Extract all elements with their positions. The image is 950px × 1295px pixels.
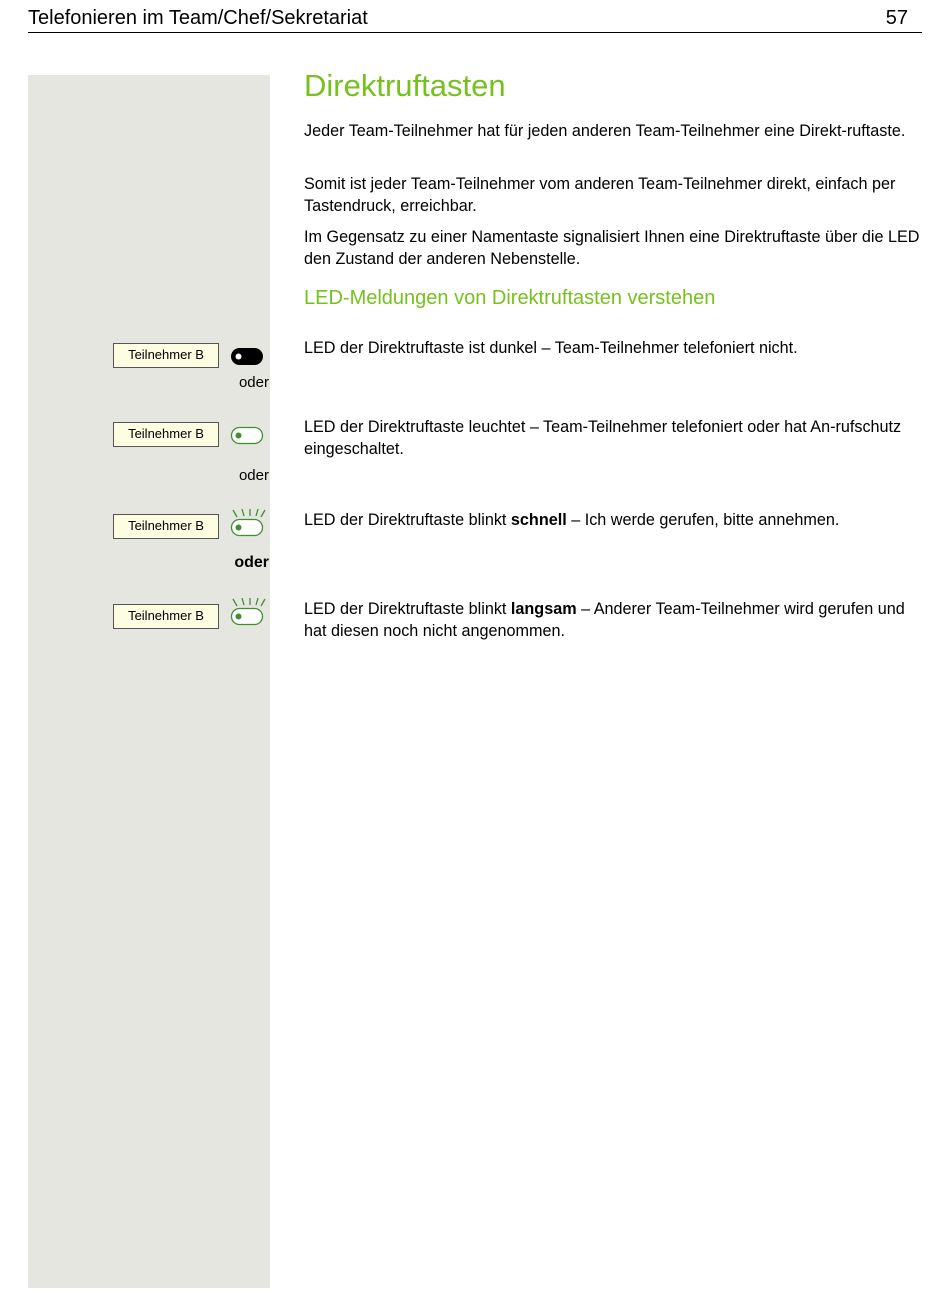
page-header (28, 6, 922, 33)
text-part: – Ich werde gerufen, bitte annehmen. (566, 511, 840, 529)
led-blink-fast-icon (229, 508, 267, 540)
led-on-icon (229, 424, 267, 448)
key-teilnehmer-b: Teilnehmer B (113, 604, 219, 629)
paragraph-2: Somit ist jeder Team-Teilnehmer vom anderen Team-Teilnehmer direkt, einfach per Tastendruck, erreichbar. (304, 175, 896, 215)
separator-oder: oder (238, 374, 269, 391)
led-blink-slow-icon (229, 597, 267, 629)
led-state-description: LED der Direktruftaste leuchtet – Team-Teilnehmer telefoniert oder hat An-rufschutz eingeschaltet. (304, 418, 902, 458)
separator-oder: oder (238, 467, 269, 484)
chapter-title: Telefonieren im Team/Chef/Sekretariat (28, 7, 368, 29)
led-state-description: LED der Direktruftaste ist dunkel – Team-Teilnehmer telefoniert nicht. (304, 339, 798, 357)
paragraph-1: Jeder Team-Teilnehmer hat für jeden anderen Team-Teilnehmer eine Direkt-ruftaste. (304, 122, 906, 140)
led-off-icon (229, 345, 267, 369)
subsection-title: LED-Meldungen von Direktruftasten verstehen (304, 287, 716, 309)
text-part: – Anderer Team-Teilnehmer wird gerufen und hat diesen noch nicht angenommen. (304, 600, 905, 640)
paragraph-3: Im Gegensatz zu einer Namentaste signalisiert Ihnen eine Direktruftaste über die LED den Zustand der anderen Nebenstelle. (304, 228, 920, 268)
emphasis-text: langsam (510, 600, 577, 618)
text-part: LED der Direktruftaste blinkt (304, 600, 511, 618)
key-teilnehmer-b: Teilnehmer B (113, 514, 219, 539)
section-title: Direktruftasten (304, 68, 506, 103)
emphasis-text: schnell (510, 511, 567, 529)
key-teilnehmer-b: Teilnehmer B (113, 422, 219, 447)
separator-oder: oder (234, 554, 269, 571)
led-state-description (304, 510, 924, 532)
sidebar-column (28, 75, 270, 1288)
key-teilnehmer-b: Teilnehmer B (113, 343, 219, 368)
led-state-description (304, 599, 924, 642)
text-part: LED der Direktruftaste blinkt (304, 511, 511, 529)
page-number: 57 (885, 7, 908, 29)
